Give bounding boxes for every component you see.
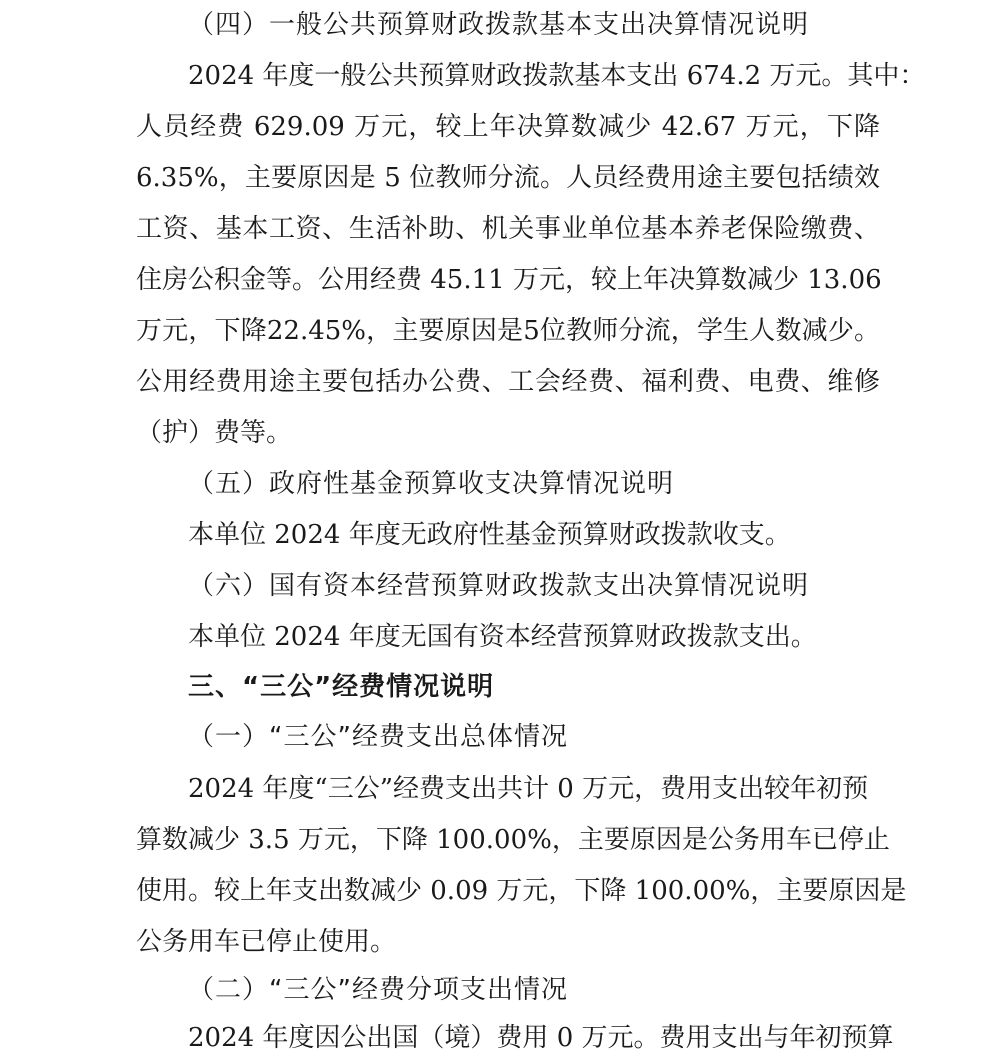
- paragraph-line: 公用经费用途主要包括办公费、工会经费、福利费、电费、维修: [136, 367, 880, 397]
- part-3-heading: 三、“三公”经费情况说明: [188, 672, 495, 702]
- paragraph-line: 使用。较上年支出数减少 0.09 万元，下降 100.00%，主要原因是: [136, 876, 907, 906]
- subsection-2-heading: （二）“三公”经费分项支出情况: [188, 975, 568, 1005]
- paragraph-line: （护）费等。: [136, 418, 293, 448]
- paragraph-line: 2024 年度“三公”经费支出共计 0 万元，费用支出较年初预: [188, 774, 869, 804]
- paragraph-line: 公务用车已停止使用。: [136, 927, 397, 957]
- paragraph-line: 工资、基本工资、生活补助、机关事业单位基本养老保险缴费、: [136, 214, 880, 244]
- paragraph-line: 2024 年度一般公共预算财政拨款基本支出 674.2 万元。其中：: [188, 61, 926, 91]
- paragraph-line: 住房公积金等。公用经费 45.11 万元，较上年决算数减少 13.06: [136, 265, 882, 295]
- paragraph-line: 2024 年度因公出国（境）费用 0 万元。费用支出与年初预算: [188, 1023, 894, 1053]
- section-5-heading: （五）政府性基金预算收支决算情况说明: [188, 469, 675, 499]
- subsection-1-heading: （一）“三公”经费支出总体情况: [188, 722, 568, 752]
- section-4-heading: （四）一般公共预算财政拨款基本支出决算情况说明: [188, 10, 810, 40]
- section-6-heading: （六）国有资本经营预算财政拨款支出决算情况说明: [188, 571, 810, 601]
- paragraph-line: 算数减少 3.5 万元，下降 100.00%，主要原因是公务用车已停止: [136, 825, 890, 855]
- paragraph-line: 万元，下降22.45%，主要原因是5位教师分流，学生人数减少。: [136, 316, 880, 346]
- paragraph-line: 6.35%，主要原因是 5 位教师分流。人员经费用途主要包括绩效: [136, 163, 880, 193]
- paragraph-line: 人员经费 629.09 万元，较上年决算数减少 42.67 万元，下降: [136, 112, 880, 142]
- paragraph-line: 本单位 2024 年度无政府性基金预算财政拨款收支。: [188, 520, 791, 550]
- paragraph-line: 本单位 2024 年度无国有资本经营预算财政拨款支出。: [188, 622, 817, 652]
